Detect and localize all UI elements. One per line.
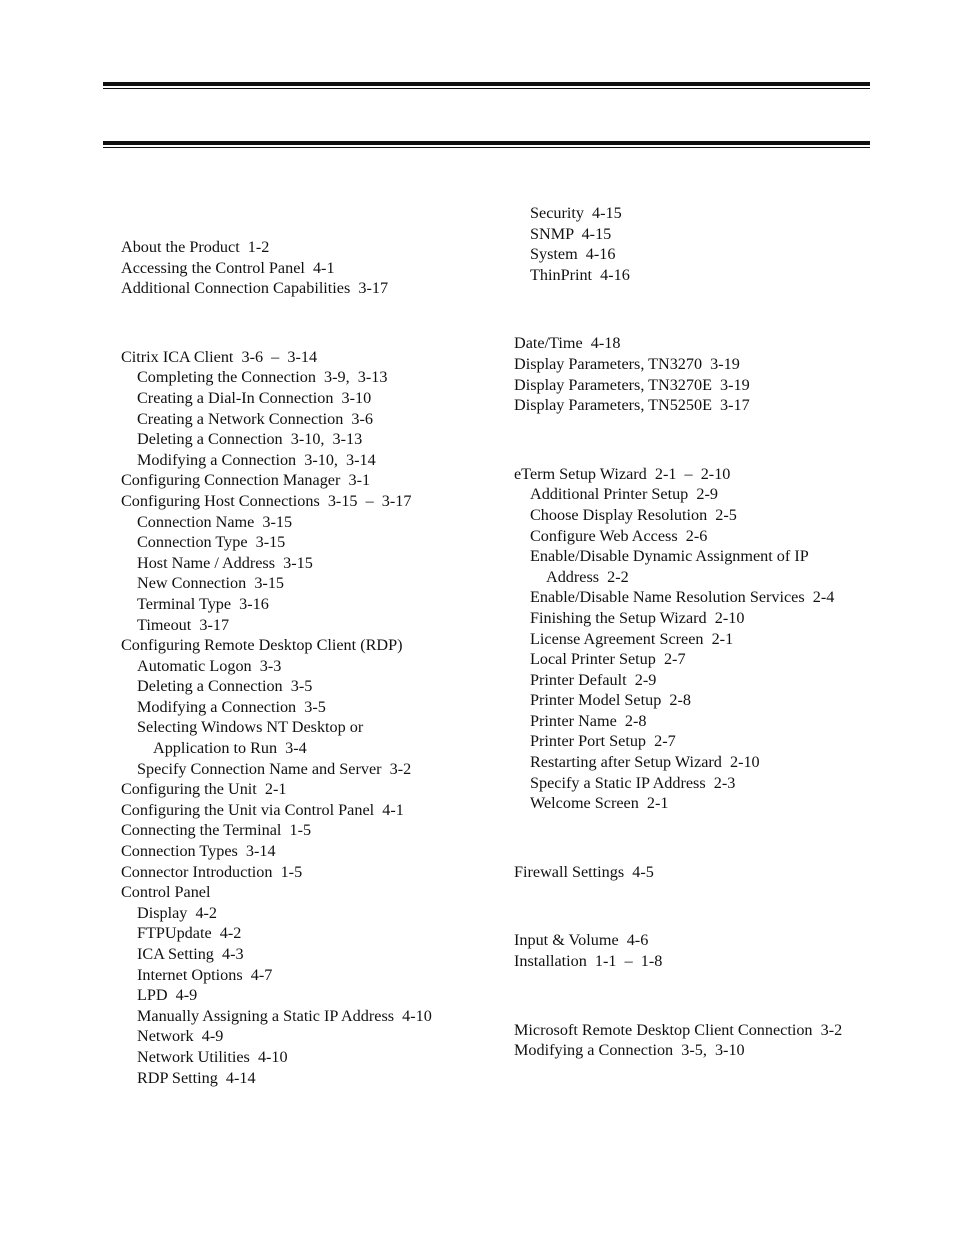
index-entry: Citrix ICA Client 3-6 – 3-14 <box>121 347 318 366</box>
index-subentry: Address 2-2 <box>546 567 629 586</box>
index-subentry: Connection Name 3-15 <box>137 512 293 531</box>
index-entry: Input & Volume 4-6 <box>514 931 649 950</box>
index-subentry: Creating a Network Connection 3-6 <box>137 409 374 428</box>
index-subentry: Internet Options 4-7 <box>137 965 273 984</box>
index-subentry: RDP Setting 4-14 <box>137 1068 256 1087</box>
index-entry: About the Product 1-2 <box>121 238 270 256</box>
index-subentry: Enable/Disable Name Resolution Services 2-4 <box>530 588 835 607</box>
index-group-a <box>121 237 481 299</box>
index-entry: Display Parameters, TN3270 3-19 <box>514 354 740 373</box>
index-subentry: Printer Name 2-8 <box>530 711 647 730</box>
index-subentry: Connection Type 3-15 <box>137 533 286 552</box>
index-group-i <box>514 930 874 971</box>
index-entry: Connector Introduction 1-5 <box>121 862 303 881</box>
index-subentry: Modifying a Connection 3-10, 3-14 <box>137 450 376 469</box>
index-subentry: Deleting a Connection 3-10, 3-13 <box>137 430 363 449</box>
index-entry: Date/Time 4-18 <box>514 334 621 353</box>
index-subentry: Network 4-9 <box>137 1027 224 1046</box>
index-column-left <box>121 237 481 1088</box>
index-subentry: Enable/Disable Dynamic Assignment of IP <box>530 547 809 566</box>
index-entry: Installation 1-1 – 1-8 <box>514 952 663 971</box>
index-subentry: Completing the Connection 3-9, 3-13 <box>137 368 388 387</box>
index-entry: Control Panel <box>121 883 211 902</box>
index-subentry: Additional Printer Setup 2-9 <box>530 485 718 504</box>
index-subentry: Automatic Logon 3-3 <box>137 656 282 675</box>
index-subentry: System 4-16 <box>530 245 616 264</box>
index-entry: Configuring Remote Desktop Client (RDP) <box>121 636 403 655</box>
index-entry: Configuring Host Connections 3-15 – 3-17 <box>121 491 412 510</box>
index-entry: Microsoft Remote Desktop Client Connection 3-2 <box>514 1020 843 1039</box>
index-subentry: Creating a Dial-In Connection 3-10 <box>137 388 372 407</box>
index-subentry: Security 4-15 <box>530 204 622 222</box>
index-subentry: Restarting after Setup Wizard 2-10 <box>530 753 760 772</box>
index-entry: Firewall Settings 4-5 <box>514 862 654 881</box>
index-group-control-panel-continued <box>514 203 874 285</box>
index-subentry: Application to Run 3-4 <box>153 739 307 758</box>
index-subentry: Deleting a Connection 3-5 <box>137 677 313 696</box>
index-column-right <box>514 203 874 1061</box>
index-subentry: Printer Port Setup 2-7 <box>530 732 676 751</box>
index-entry: Configuring the Unit via Control Panel 4-1 <box>121 800 404 819</box>
index-subentry: New Connection 3-15 <box>137 574 285 593</box>
index-group-f <box>514 862 874 883</box>
index-entry: Display Parameters, TN5250E 3-17 <box>514 396 750 415</box>
index-entry: Additional Connection Capabilities 3-17 <box>121 279 389 298</box>
index-subentry: Configure Web Access 2-6 <box>530 526 708 545</box>
index-subentry: Specify a Static IP Address 2-3 <box>530 773 736 792</box>
header-rule-bottom <box>103 141 870 148</box>
index-subentry: Printer Default 2-9 <box>530 670 657 689</box>
index-subentry: Finishing the Setup Wizard 2-10 <box>530 608 745 627</box>
index-entry: eTerm Setup Wizard 2-1 – 2-10 <box>514 464 731 483</box>
index-subentry: Local Printer Setup 2-7 <box>530 650 686 669</box>
index-entry: Accessing the Control Panel 4-1 <box>121 258 335 277</box>
index-subentry: Terminal Type 3-16 <box>137 594 269 613</box>
index-subentry: License Agreement Screen 2-1 <box>530 629 734 648</box>
index-entry: Connecting the Terminal 1-5 <box>121 821 312 840</box>
index-entry: Display Parameters, TN3270E 3-19 <box>514 375 750 394</box>
index-subentry: Printer Model Setup 2-8 <box>530 691 691 710</box>
index-entry: Modifying a Connection 3-5, 3-10 <box>514 1041 745 1060</box>
index-subentry: Modifying a Connection 3-5 <box>137 697 326 716</box>
index-entry: Configuring Connection Manager 3-1 <box>121 471 371 490</box>
index-subentry: Display 4-2 <box>137 903 218 922</box>
index-subentry: FTPUpdate 4-2 <box>137 924 242 943</box>
index-subentry: Network Utilities 4-10 <box>137 1047 288 1066</box>
index-subentry: Specify Connection Name and Server 3-2 <box>137 759 412 778</box>
index-subentry: Manually Assigning a Static IP Address 4-10 <box>137 1006 432 1025</box>
index-group-m <box>514 1020 874 1061</box>
index-subentry: ThinPrint 4-16 <box>530 265 630 284</box>
index-entry: Configuring the Unit 2-1 <box>121 780 287 799</box>
index-subentry: Timeout 3-17 <box>137 615 230 634</box>
index-subentry: LPD 4-9 <box>137 986 198 1005</box>
index-group-c <box>121 347 481 1088</box>
index-subentry: Host Name / Address 3-15 <box>137 553 313 572</box>
index-entry: Connection Types 3-14 <box>121 842 276 861</box>
index-group-d <box>514 333 874 415</box>
index-subentry: Welcome Screen 2-1 <box>530 794 669 813</box>
index-subentry: SNMP 4-15 <box>530 224 612 243</box>
index-group-e <box>514 464 874 814</box>
index-subentry: Selecting Windows NT Desktop or <box>137 718 364 737</box>
index-subentry: Choose Display Resolution 2-5 <box>530 505 737 524</box>
header-rule-top <box>103 82 870 89</box>
index-subentry: ICA Setting 4-3 <box>137 945 244 963</box>
